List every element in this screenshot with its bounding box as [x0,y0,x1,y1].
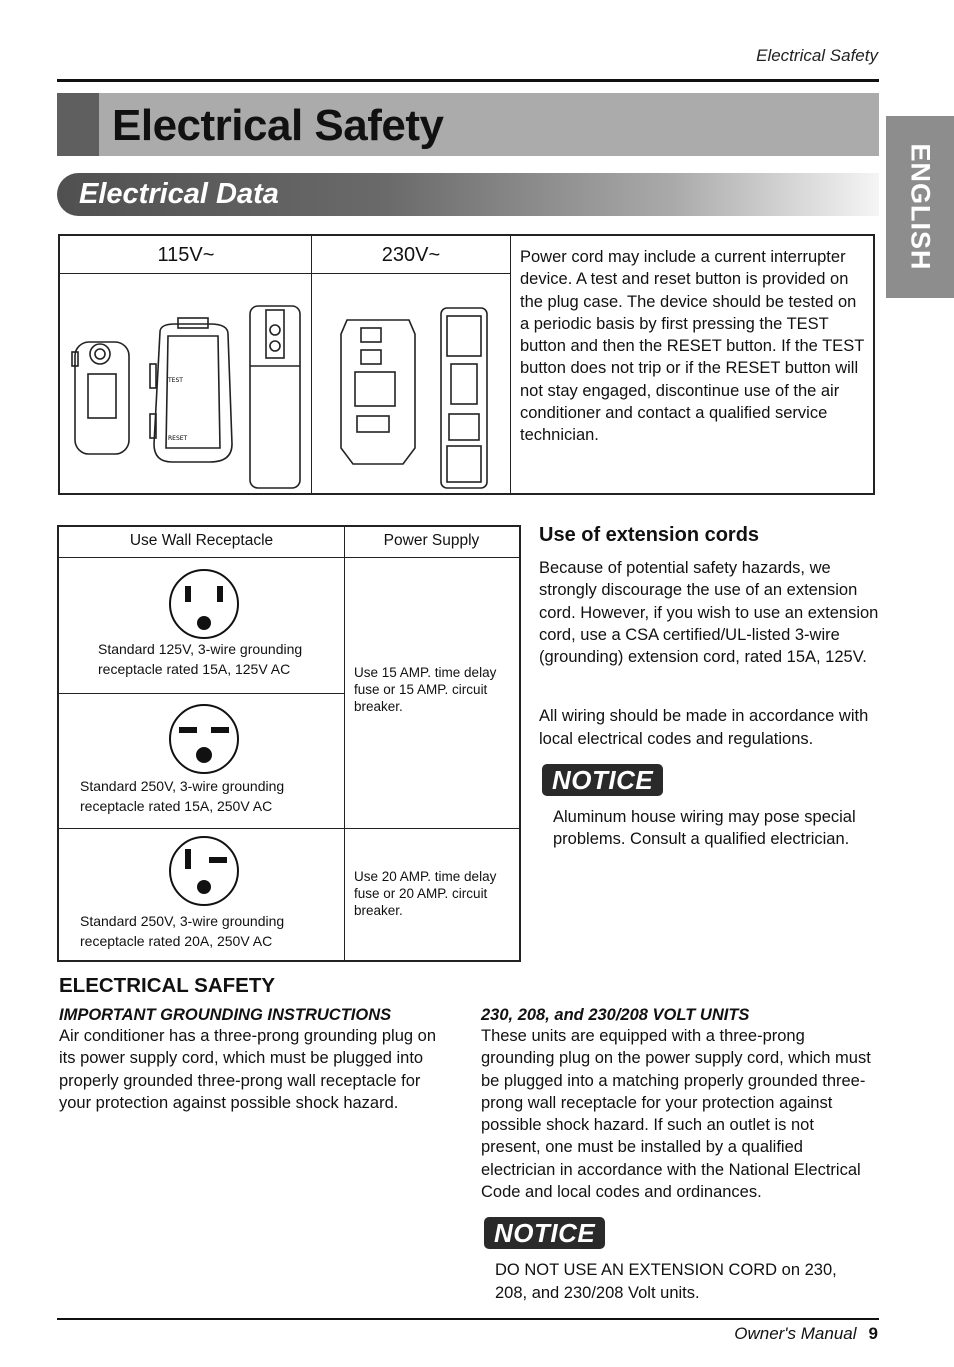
header-wall-receptacle: Use Wall Receptacle [129,532,274,549]
receptacle-20a-250v-icon [168,835,240,907]
language-tab [886,116,954,298]
supply-15amp-text: Use 15 AMP. time delay fuse or 15 AMP. circuit breaker. [354,665,497,714]
notice-badge-2: NOTICE [484,1217,605,1249]
running-header: Electrical Safety [756,46,878,65]
header-230v: 230V~ [381,244,441,266]
grounding-text: Air conditioner has a three-prong grounding plug on its power supply cord, which must be plugged into properly grounded three-prong wall receptacle for your protection against possible shock hazard. [59,1027,437,1112]
notice-badge: NOTICE [542,764,663,796]
volt-units-title: 230, 208, and 230/208 VOLT UNITS [481,1006,750,1024]
supply-20amp-text: Use 20 AMP. time delay fuse or 20 AMP. circuit breaker. [354,869,497,918]
receptacle-caption-2: Standard 250V, 3-wire grounding receptacle rated 15A, 250V AC [80,778,285,814]
language-tab-label: ENGLISH [905,143,936,271]
electrical-safety-title: ELECTRICAL SAFETY [59,974,276,997]
top-rule [57,79,879,82]
subtitle-bar [57,173,879,216]
plug-table [58,234,875,495]
receptacle-15a-125v-icon [168,568,240,640]
power-cord-text: Power cord may include a current interrupter device. A test and reset button is provided on the plug case. The device should be tested on a periodic basis by first pressing the TEST button and then the RESET button. If the TEST button does not trip or if the RESET button will not stay engaged, discontinue use of the air conditioner and contact a qualified service technician. [520,248,864,445]
footer [734,1324,878,1344]
notice-text-extension: DO NOT USE AN EXTENSION CORD on 230, 208, and 230/208 Volt units. [495,1261,837,1302]
receptacle-caption-1: Standard 125V, 3-wire grounding receptacle rated 15A, 125V AC [98,641,303,677]
grounding-title: IMPORTANT GROUNDING INSTRUCTIONS [59,1006,392,1024]
plug-115v-illustrations [60,274,311,491]
volt-units-text: These units are equipped with a three-prong grounding plug on the power supply cord, which must be plugged into a matching properly grounded three-prong wall receptacle for your protection against possible shock hazard. If such an outlet is not present, one must be installed by a qualified electrician in accordance with the National Electrical Code and local codes and ordinances. [481,1027,871,1202]
extension-title: Use of extension cords [539,524,760,546]
header-115v: 115V~ [157,244,215,266]
plug-round-icon [72,342,129,454]
extension-cords-section [539,524,884,851]
plug-230v-tall-icon [441,308,487,488]
plug-gfci-icon [150,318,232,462]
reset-label: RESET [168,435,188,442]
footer-label: Owner's Manual [734,1324,857,1343]
plug-230v-wide-icon [341,320,415,464]
bottom-rule [57,1318,879,1320]
receptacle-caption-3: Standard 250V, 3-wire grounding receptacle rated 20A, 250V AC [80,913,285,949]
plug-slim-icon [250,306,300,488]
receptacle-15a-250v-icon [168,703,240,775]
page-title: Electrical Safety [112,101,444,150]
extension-para-2: All wiring should be made in accordance with local electrical codes and regulations. [539,707,869,748]
test-label: TEST [168,377,183,384]
header-power-supply: Power Supply [383,532,480,549]
extension-para-1: Because of potential safety hazards, we strongly discourage the use of an extension cord. However, if you wish to use an extension cord, use a CSA certified/UL-listed 3-wire (grounding) extension cord, rated 15A, 125V. [539,559,879,667]
volt-units-section [481,1006,876,1304]
title-bar [57,93,879,156]
plug-230v-illustrations [311,274,510,491]
section-subtitle: Electrical Data [79,178,279,210]
page-number: 9 [868,1324,878,1343]
notice-text-aluminum: Aluminum house wiring may pose special problems. Consult a qualified electrician. [553,808,856,849]
title-tab [57,93,99,156]
receptacle-table [57,525,521,962]
electrical-safety-section [59,974,459,1114]
